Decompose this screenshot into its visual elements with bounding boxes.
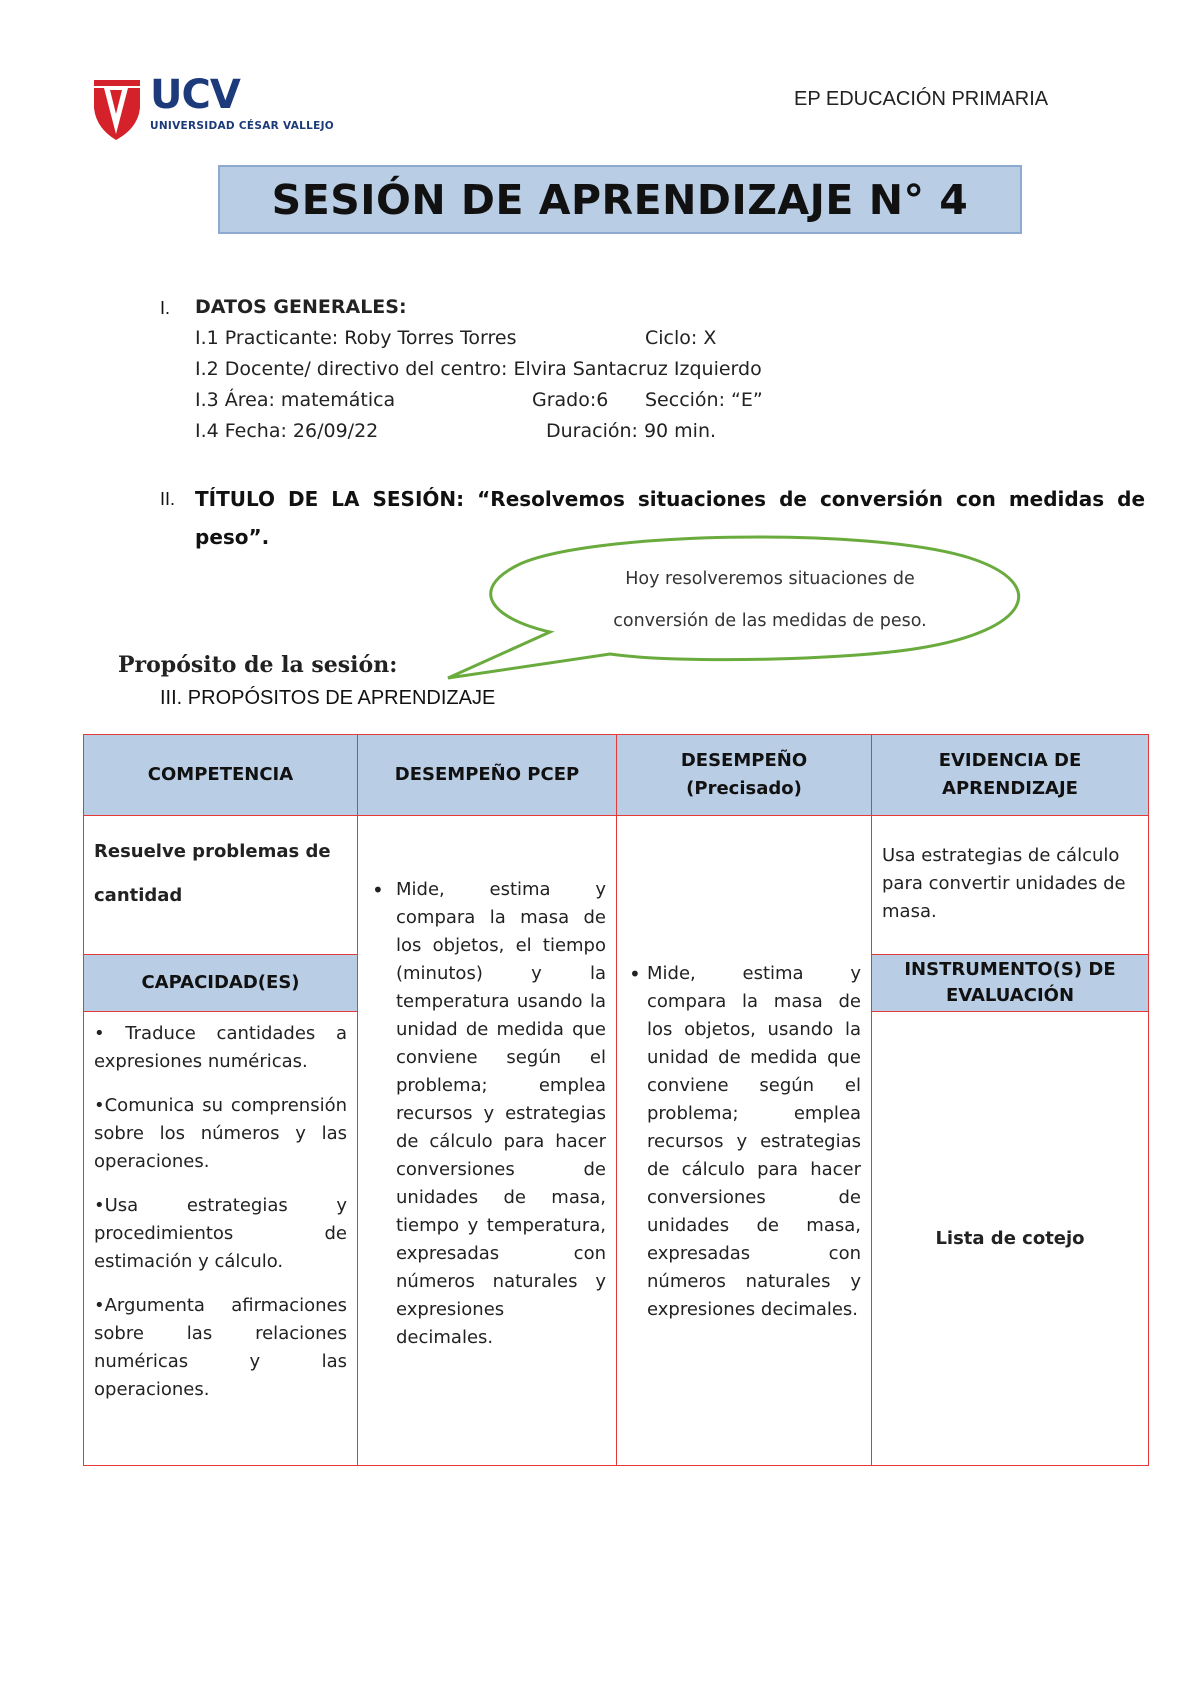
datos-practicante: I.1 Practicante: Roby Torres Torres — [195, 327, 517, 349]
section-number-i: I. — [160, 298, 171, 318]
document-title-box — [218, 165, 1022, 234]
section-number-ii: II. — [160, 489, 176, 509]
instrumento-cell: Lista de cotejo — [871, 1011, 1149, 1466]
header-evidencia — [871, 734, 1149, 816]
bubble-line-2: conversión de las medidas de peso. — [613, 611, 927, 631]
header-evidencia-line-2: APRENDIZAJE — [942, 778, 1078, 799]
header-instrumento-line-1: INSTRUMENTO(S) DE — [904, 959, 1116, 980]
header-instrumento-line-2: EVALUACIÓN — [945, 985, 1075, 1006]
propositos-heading — [160, 687, 495, 710]
session-title-label: TÍTULO DE LA SESIÓN — [195, 487, 457, 511]
header-competencia: COMPETENCIA — [83, 734, 358, 816]
datos-seccion: Sección: “E” — [645, 389, 763, 411]
datos-heading: DATOS GENERALES: — [195, 296, 407, 318]
capacidad-item: • Traduce cantidades a expresiones numéricas. — [94, 1023, 347, 1072]
header-desempeno-precisado — [616, 734, 872, 816]
datos-area: I.3 Área: matemática — [195, 389, 396, 411]
datos-ciclo: Ciclo: X — [645, 327, 717, 349]
session-title-text: : “Resolvemos situaciones de conversión con medidas de peso”. — [195, 487, 1146, 549]
capacidad-item: •Usa estrategias y procedimientos de estimación y cálculo. — [94, 1195, 347, 1272]
capacidad-item: •Argumenta afirmaciones sobre las relaciones numéricas y las operaciones. — [94, 1295, 347, 1400]
header-desempeno-line-2: (Precisado) — [686, 778, 802, 799]
datos-grado: Grado:6 — [532, 389, 609, 411]
datos-duracion: Duración: 90 min. — [546, 420, 717, 442]
school-name: EP EDUCACIÓN PRIMARIA — [794, 88, 1049, 110]
header-instrumento — [871, 954, 1149, 1012]
header-desempeno-line-1: DESEMPEÑO — [680, 750, 808, 771]
competencia-cell — [83, 815, 358, 955]
ucv-logo — [92, 72, 335, 142]
bubble-line-1: Hoy resolveremos situaciones de — [625, 569, 915, 589]
document-title: SESIÓN DE APRENDIZAJE N° 4 — [271, 175, 969, 224]
desempeno-pcep-text: • Mide, estima y compara la masa de los objetos, el tiempo (minutos) y la temperatura usando la unidad de medida que conviene según el problema; emplea recursos y estrategias de cálculo para hacer conversiones de unidades de masa, tiempo y temperatura, expresadas con números naturales y expresiones decimales. — [368, 876, 606, 1352]
logo-subtitle: UNIVERSIDAD CÉSAR VALLEJO — [150, 120, 335, 132]
speech-bubble-text — [580, 558, 960, 642]
ucv-shield-icon — [92, 78, 144, 142]
header-desempeno-pcep: DESEMPEÑO PCEP — [357, 734, 617, 816]
header-capacidades: CAPACIDAD(ES) — [83, 954, 358, 1012]
logo-wordmark: UCV — [150, 72, 240, 118]
header-evidencia-line-1: EVIDENCIA DE — [938, 750, 1082, 771]
competencia-line-2: cantidad — [94, 885, 183, 906]
desempeno-precisado-cell — [616, 815, 872, 1466]
capacidades-cell — [83, 1011, 358, 1466]
proposito-label: Propósito de la sesión: — [118, 652, 398, 678]
datos-fecha: I.4 Fecha: 26/09/22 — [195, 420, 379, 442]
desempeno-precisado-text: • Mide, estima y compara la masa de los objetos, usando la unidad de medida que conviene según el problema; emplea recursos y estrategias de cálculo para hacer conversiones de unidades de masa, expresadas con números naturales y expresiones decimales. — [625, 960, 861, 1324]
datos-docente: I.2 Docente/ directivo del centro: Elvira Santacruz Izquierdo — [195, 358, 762, 380]
desempeno-pcep-cell — [357, 815, 617, 1466]
section-number-iii: III. — [160, 687, 183, 709]
propositos-table — [83, 734, 1149, 1466]
capacidad-item: •Comunica su comprensión sobre los números y las operaciones. — [94, 1095, 347, 1172]
evidencia-cell: Usa estrategias de cálculo para convertir unidades de masa. — [871, 815, 1149, 955]
propositos-heading-text: PROPÓSITOS DE APRENDIZAJE — [187, 687, 496, 709]
competencia-line-1: Resuelve problemas de — [94, 841, 331, 862]
